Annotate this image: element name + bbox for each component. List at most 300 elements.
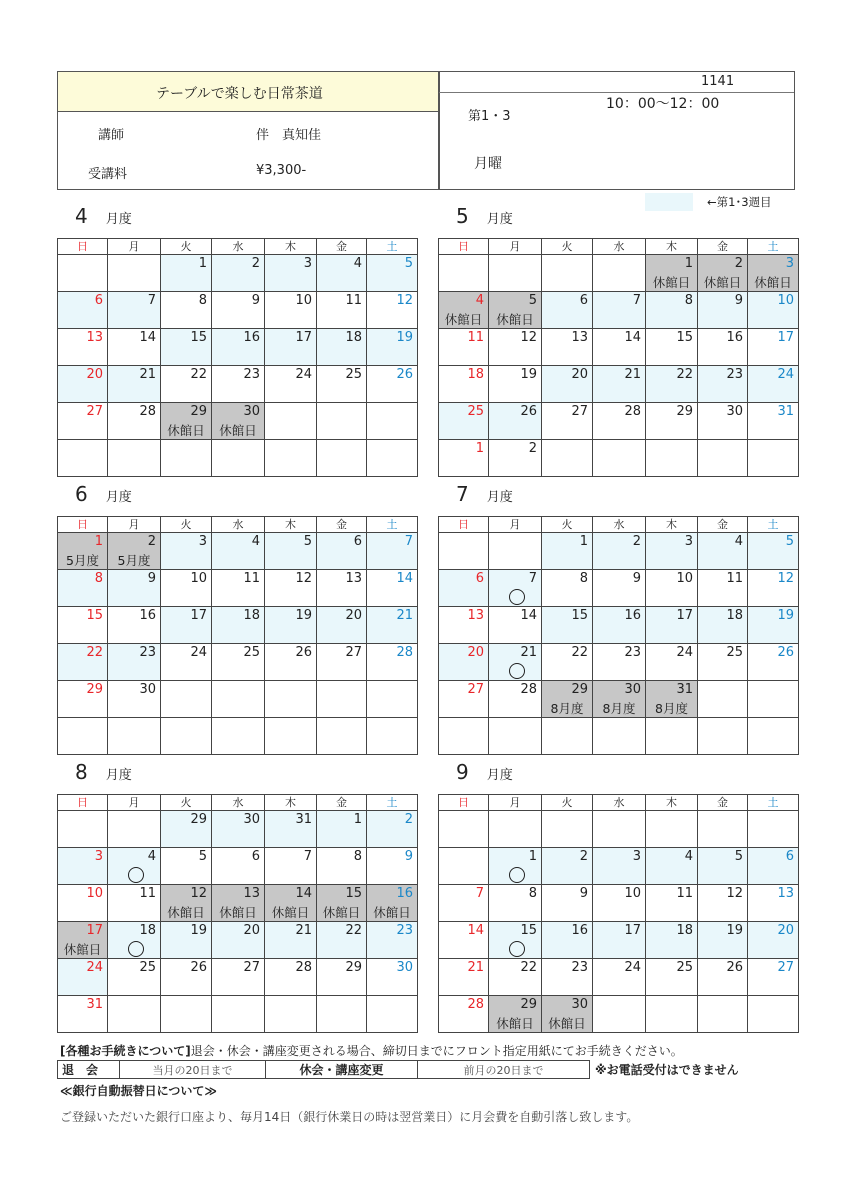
day-number: 5 bbox=[528, 293, 537, 308]
weekday-header: 月 bbox=[489, 517, 542, 533]
day-cell bbox=[265, 959, 317, 996]
weekday-header: 水 bbox=[593, 517, 646, 533]
day-cell bbox=[265, 996, 317, 1033]
class-day-circle-icon bbox=[128, 867, 144, 883]
calendar-month-4 bbox=[57, 204, 418, 477]
day-cell bbox=[367, 292, 418, 329]
day-cell bbox=[108, 292, 161, 329]
day-number: 18 bbox=[726, 608, 743, 623]
day-cell bbox=[212, 329, 265, 366]
day-number: 14 bbox=[520, 608, 537, 623]
day-cell bbox=[646, 718, 698, 755]
day-number: 12 bbox=[190, 886, 207, 901]
day-cell bbox=[646, 848, 698, 885]
day-cell bbox=[212, 811, 265, 848]
day-cell bbox=[58, 922, 108, 959]
day-number: 29 bbox=[571, 682, 588, 697]
day-cell bbox=[317, 848, 367, 885]
day-cell bbox=[439, 811, 489, 848]
day-cell bbox=[593, 811, 646, 848]
week-row bbox=[439, 440, 799, 477]
day-cell bbox=[317, 718, 367, 755]
day-note: 休館日 bbox=[63, 942, 102, 957]
day-note: 休館日 bbox=[652, 275, 691, 290]
week-row bbox=[439, 403, 799, 440]
day-cell bbox=[58, 959, 108, 996]
day-cell bbox=[593, 644, 646, 681]
week-row bbox=[439, 533, 799, 570]
day-number: 25 bbox=[726, 645, 743, 660]
day-number: 29 bbox=[520, 997, 537, 1012]
day-cell bbox=[161, 292, 212, 329]
day-cell bbox=[646, 570, 698, 607]
day-cell bbox=[748, 681, 799, 718]
day-cell bbox=[698, 718, 748, 755]
day-cell bbox=[646, 811, 698, 848]
day-cell bbox=[367, 718, 418, 755]
pause-label: 休会・講座変更 bbox=[266, 1061, 418, 1079]
week-row bbox=[58, 329, 418, 366]
day-cell bbox=[108, 607, 161, 644]
day-cell bbox=[698, 440, 748, 477]
day-cell bbox=[542, 959, 593, 996]
day-cell bbox=[698, 811, 748, 848]
day-number: 31 bbox=[295, 812, 312, 827]
day-number: 2 bbox=[404, 812, 413, 827]
month-heading bbox=[75, 204, 132, 228]
day-number: 3 bbox=[303, 256, 312, 271]
day-cell bbox=[748, 292, 799, 329]
day-number: 31 bbox=[676, 682, 693, 697]
weekday-header: 水 bbox=[212, 795, 265, 811]
day-number: 8 bbox=[528, 886, 537, 901]
day-number: 30 bbox=[726, 404, 743, 419]
day-number: 23 bbox=[571, 960, 588, 975]
day-note: 8月度 bbox=[602, 701, 636, 716]
week-row bbox=[58, 292, 418, 329]
day-number: 22 bbox=[190, 367, 207, 382]
week-row bbox=[439, 292, 799, 329]
day-note: 8月度 bbox=[550, 701, 584, 716]
day-number: 16 bbox=[726, 330, 743, 345]
day-cell bbox=[108, 644, 161, 681]
weekday-header: 金 bbox=[317, 239, 367, 255]
day-number: 23 bbox=[726, 367, 743, 382]
day-number: 13 bbox=[86, 330, 103, 345]
day-cell bbox=[646, 644, 698, 681]
day-number: 11 bbox=[676, 886, 693, 901]
day-cell bbox=[212, 366, 265, 403]
weekday-header: 月 bbox=[108, 239, 161, 255]
day-cell bbox=[317, 533, 367, 570]
day-cell bbox=[698, 329, 748, 366]
day-number: 5 bbox=[785, 534, 794, 549]
withdraw-label: 退 会 bbox=[58, 1061, 120, 1079]
day-number: 21 bbox=[295, 923, 312, 938]
week-row bbox=[439, 922, 799, 959]
day-cell bbox=[593, 329, 646, 366]
day-cell bbox=[161, 996, 212, 1033]
day-cell bbox=[58, 718, 108, 755]
day-number: 15 bbox=[86, 608, 103, 623]
day-cell bbox=[108, 403, 161, 440]
day-number: 3 bbox=[785, 256, 794, 271]
day-cell bbox=[212, 440, 265, 477]
weekday-header: 土 bbox=[748, 239, 799, 255]
day-number: 28 bbox=[396, 645, 413, 660]
day-cell bbox=[542, 366, 593, 403]
day-cell bbox=[108, 848, 161, 885]
day-cell bbox=[367, 811, 418, 848]
day-number: 17 bbox=[190, 608, 207, 623]
week-row bbox=[58, 366, 418, 403]
day-cell bbox=[698, 366, 748, 403]
calendar-month-9 bbox=[438, 760, 799, 1033]
class-day-circle-icon bbox=[509, 663, 525, 679]
day-cell bbox=[593, 922, 646, 959]
day-cell bbox=[161, 607, 212, 644]
day-cell bbox=[108, 922, 161, 959]
day-number: 2 bbox=[251, 256, 260, 271]
day-number: 16 bbox=[139, 608, 156, 623]
day-cell bbox=[317, 570, 367, 607]
day-cell bbox=[161, 681, 212, 718]
day-cell bbox=[108, 255, 161, 292]
day-cell bbox=[58, 440, 108, 477]
day-number: 27 bbox=[86, 404, 103, 419]
day-cell bbox=[161, 718, 212, 755]
day-cell bbox=[748, 255, 799, 292]
day-number: 19 bbox=[777, 608, 794, 623]
day-cell bbox=[212, 718, 265, 755]
weekday-header: 木 bbox=[646, 517, 698, 533]
day-number: 20 bbox=[571, 367, 588, 382]
class-day-circle-icon bbox=[509, 589, 525, 605]
month-number: 4 bbox=[75, 204, 88, 228]
week-row bbox=[58, 644, 418, 681]
day-note: 5月度 bbox=[66, 553, 99, 568]
class-day-circle-icon bbox=[128, 941, 144, 957]
bank-text: ご登録いただいた銀行口座より、毎月14日（銀行休業日の時は翌営業日）に月会費を自動引落し致します。 bbox=[60, 1110, 639, 1124]
day-cell bbox=[58, 885, 108, 922]
day-number: 18 bbox=[676, 923, 693, 938]
calendar-month-6 bbox=[57, 482, 418, 755]
day-cell bbox=[367, 681, 418, 718]
day-number: 14 bbox=[295, 886, 312, 901]
weekday-header: 月 bbox=[489, 239, 542, 255]
day-cell bbox=[439, 403, 489, 440]
day-number: 5 bbox=[303, 534, 312, 549]
day-number: 25 bbox=[243, 645, 260, 660]
day-cell bbox=[489, 885, 542, 922]
calendar-grid bbox=[57, 794, 418, 1033]
day-cell bbox=[698, 681, 748, 718]
class-day-circle-icon bbox=[509, 867, 525, 883]
weekday-header: 土 bbox=[748, 517, 799, 533]
day-number: 1 bbox=[198, 256, 207, 271]
day-number: 12 bbox=[777, 571, 794, 586]
day-cell bbox=[698, 996, 748, 1033]
weekday-header: 金 bbox=[698, 795, 748, 811]
calendar-month-8 bbox=[57, 760, 418, 1033]
week-row bbox=[439, 570, 799, 607]
day-note: 休館日 bbox=[703, 275, 742, 290]
day-number: 2 bbox=[147, 534, 156, 549]
month-unit: 月度 bbox=[105, 212, 132, 227]
day-cell bbox=[542, 811, 593, 848]
day-note: 休館日 bbox=[548, 1016, 586, 1031]
day-note: 8月度 bbox=[655, 701, 688, 716]
day-number: 30 bbox=[243, 404, 260, 419]
day-number: 29 bbox=[190, 812, 207, 827]
day-number: 7 bbox=[475, 886, 484, 901]
weekday-header: 月 bbox=[489, 795, 542, 811]
day-cell bbox=[58, 329, 108, 366]
day-cell bbox=[646, 533, 698, 570]
day-number: 15 bbox=[190, 330, 207, 345]
day-cell bbox=[646, 885, 698, 922]
day-number: 30 bbox=[139, 682, 156, 697]
day-cell bbox=[748, 718, 799, 755]
calendar-grid bbox=[57, 238, 418, 477]
day-note: 休館日 bbox=[219, 423, 257, 438]
calendar-grid bbox=[438, 516, 799, 755]
day-number: 29 bbox=[676, 404, 693, 419]
day-cell bbox=[439, 533, 489, 570]
day-cell bbox=[646, 681, 698, 718]
deadline-table bbox=[57, 1060, 590, 1079]
day-cell bbox=[748, 403, 799, 440]
day-number: 13 bbox=[777, 886, 794, 901]
day-note: 休館日 bbox=[167, 905, 205, 920]
day-number: 4 bbox=[734, 534, 743, 549]
month-heading bbox=[456, 204, 513, 228]
day-number: 25 bbox=[676, 960, 693, 975]
weekday-header: 土 bbox=[367, 517, 418, 533]
day-cell bbox=[593, 403, 646, 440]
day-number: 1 bbox=[684, 256, 693, 271]
day-number: 11 bbox=[243, 571, 260, 586]
day-cell bbox=[317, 403, 367, 440]
day-number: 29 bbox=[345, 960, 362, 975]
day-cell bbox=[489, 570, 542, 607]
day-cell bbox=[58, 811, 108, 848]
weekday-header: 火 bbox=[542, 795, 593, 811]
day-number: 17 bbox=[676, 608, 693, 623]
day-cell bbox=[108, 996, 161, 1033]
day-number: 21 bbox=[624, 367, 641, 382]
day-number: 16 bbox=[571, 923, 588, 938]
day-number: 7 bbox=[303, 849, 312, 864]
day-cell bbox=[748, 366, 799, 403]
day-cell bbox=[108, 570, 161, 607]
day-cell bbox=[439, 959, 489, 996]
day-cell bbox=[439, 255, 489, 292]
day-cell bbox=[542, 644, 593, 681]
day-note: 休館日 bbox=[271, 905, 310, 920]
day-note: 休館日 bbox=[444, 312, 483, 327]
day-cell bbox=[439, 681, 489, 718]
day-cell bbox=[542, 681, 593, 718]
month-number: 6 bbox=[75, 482, 88, 506]
day-number: 11 bbox=[345, 293, 362, 308]
day-cell bbox=[698, 644, 748, 681]
day-cell bbox=[748, 848, 799, 885]
day-cell bbox=[317, 366, 367, 403]
day-number: 19 bbox=[396, 330, 413, 345]
day-cell bbox=[646, 959, 698, 996]
day-cell bbox=[439, 440, 489, 477]
day-cell bbox=[108, 681, 161, 718]
day-number: 30 bbox=[571, 997, 588, 1012]
weekday-header: 水 bbox=[593, 239, 646, 255]
day-cell bbox=[542, 885, 593, 922]
day-cell bbox=[367, 533, 418, 570]
day-number: 9 bbox=[147, 571, 156, 586]
day-number: 15 bbox=[520, 923, 537, 938]
day-cell bbox=[265, 255, 317, 292]
weekday-header: 木 bbox=[646, 795, 698, 811]
calendar-grid bbox=[438, 238, 799, 477]
day-number: 6 bbox=[251, 849, 260, 864]
day-cell bbox=[439, 366, 489, 403]
week-row bbox=[58, 811, 418, 848]
day-cell bbox=[698, 922, 748, 959]
day-note: 5月度 bbox=[117, 553, 151, 568]
day-cell bbox=[698, 570, 748, 607]
day-number: 8 bbox=[94, 571, 103, 586]
month-unit: 月度 bbox=[105, 490, 132, 505]
day-number: 2 bbox=[632, 534, 641, 549]
day-cell bbox=[212, 922, 265, 959]
day-cell bbox=[317, 440, 367, 477]
weekday-header: 金 bbox=[698, 517, 748, 533]
day-number: 27 bbox=[467, 682, 484, 697]
day-number: 9 bbox=[404, 849, 413, 864]
weekday-header: 木 bbox=[646, 239, 698, 255]
day-cell bbox=[439, 922, 489, 959]
day-number: 17 bbox=[295, 330, 312, 345]
day-cell bbox=[212, 533, 265, 570]
day-number: 21 bbox=[396, 608, 413, 623]
weekday-header: 土 bbox=[367, 239, 418, 255]
legend-note: ←第1･3週目 bbox=[707, 195, 772, 209]
day-cell bbox=[58, 366, 108, 403]
day-cell bbox=[265, 292, 317, 329]
day-number: 10 bbox=[86, 886, 103, 901]
week-row bbox=[58, 959, 418, 996]
week-row bbox=[439, 848, 799, 885]
day-cell bbox=[489, 329, 542, 366]
day-note: 休館日 bbox=[322, 905, 361, 920]
month-number: 5 bbox=[456, 204, 469, 228]
weekday-header: 日 bbox=[58, 795, 108, 811]
day-cell bbox=[542, 996, 593, 1033]
day-cell bbox=[542, 848, 593, 885]
day-number: 8 bbox=[353, 849, 362, 864]
day-cell bbox=[542, 403, 593, 440]
day-number: 13 bbox=[345, 571, 362, 586]
day-cell bbox=[439, 329, 489, 366]
day-cell bbox=[489, 292, 542, 329]
weekday-header: 水 bbox=[212, 239, 265, 255]
day-cell bbox=[212, 959, 265, 996]
day-cell bbox=[489, 607, 542, 644]
day-number: 2 bbox=[528, 441, 537, 456]
day-number: 29 bbox=[86, 682, 103, 697]
day-note: 休館日 bbox=[219, 905, 257, 920]
day-number: 6 bbox=[353, 534, 362, 549]
day-cell bbox=[367, 255, 418, 292]
day-number: 24 bbox=[86, 960, 103, 975]
day-number: 3 bbox=[632, 849, 641, 864]
day-cell bbox=[698, 403, 748, 440]
day-cell bbox=[489, 996, 542, 1033]
day-number: 30 bbox=[624, 682, 641, 697]
week-row bbox=[439, 255, 799, 292]
day-cell bbox=[748, 644, 799, 681]
day-number: 26 bbox=[520, 404, 537, 419]
day-cell bbox=[161, 922, 212, 959]
day-number: 31 bbox=[777, 404, 794, 419]
week-row bbox=[439, 329, 799, 366]
week-row bbox=[58, 718, 418, 755]
day-number: 19 bbox=[295, 608, 312, 623]
day-number: 24 bbox=[777, 367, 794, 382]
day-cell bbox=[748, 811, 799, 848]
day-cell bbox=[367, 607, 418, 644]
day-number: 20 bbox=[467, 645, 484, 660]
day-number: 15 bbox=[676, 330, 693, 345]
day-note: 休館日 bbox=[167, 423, 205, 438]
day-number: 8 bbox=[198, 293, 207, 308]
day-number: 15 bbox=[345, 886, 362, 901]
day-cell bbox=[212, 681, 265, 718]
day-number: 12 bbox=[396, 293, 413, 308]
day-cell bbox=[593, 959, 646, 996]
day-number: 10 bbox=[676, 571, 693, 586]
day-cell bbox=[108, 959, 161, 996]
day-cell bbox=[748, 329, 799, 366]
day-cell bbox=[265, 644, 317, 681]
day-cell bbox=[58, 681, 108, 718]
day-number: 14 bbox=[467, 923, 484, 938]
course-week: 第1・3 bbox=[468, 109, 511, 124]
week-row bbox=[439, 607, 799, 644]
day-number: 21 bbox=[520, 645, 537, 660]
day-number: 10 bbox=[295, 293, 312, 308]
weekday-header: 水 bbox=[212, 517, 265, 533]
day-cell bbox=[317, 959, 367, 996]
day-number: 20 bbox=[777, 923, 794, 938]
day-number: 8 bbox=[684, 293, 693, 308]
day-cell bbox=[542, 255, 593, 292]
week-row bbox=[439, 996, 799, 1033]
day-number: 14 bbox=[139, 330, 156, 345]
day-cell bbox=[161, 255, 212, 292]
weekday-header: 火 bbox=[161, 517, 212, 533]
weekday-header: 火 bbox=[542, 517, 593, 533]
day-number: 19 bbox=[520, 367, 537, 382]
day-number: 24 bbox=[190, 645, 207, 660]
day-cell bbox=[646, 996, 698, 1033]
day-cell bbox=[748, 607, 799, 644]
day-number: 31 bbox=[86, 997, 103, 1012]
day-cell bbox=[108, 885, 161, 922]
day-number: 19 bbox=[726, 923, 743, 938]
day-number: 16 bbox=[624, 608, 641, 623]
calendar-grid bbox=[57, 516, 418, 755]
